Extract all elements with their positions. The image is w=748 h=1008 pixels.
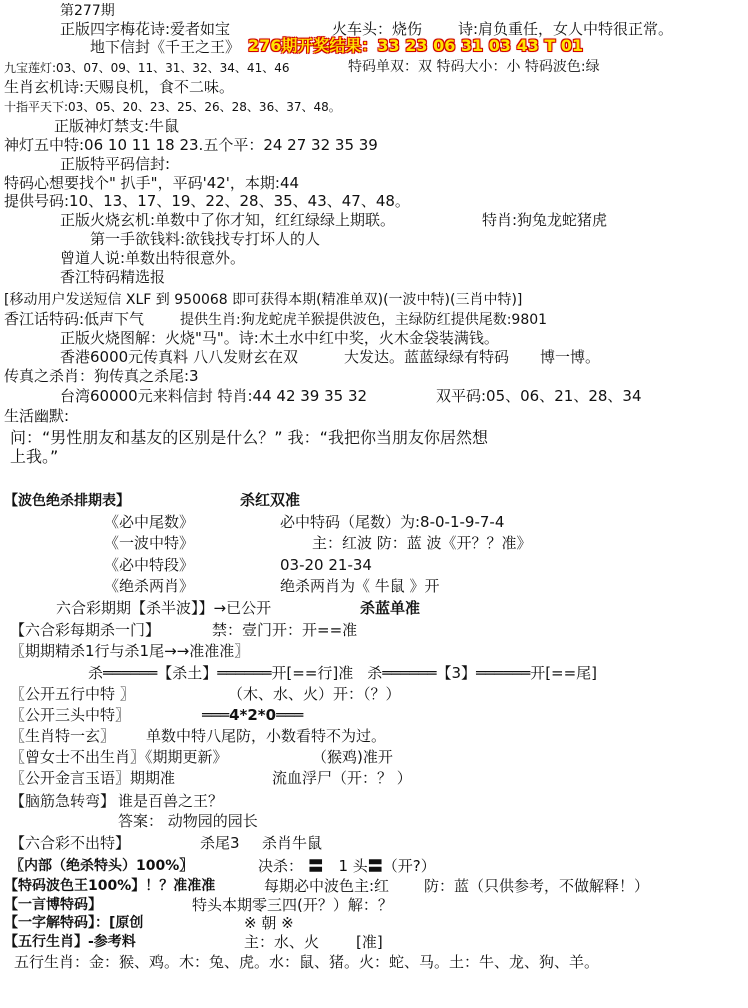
one-word-value: 特头本期零三四(开？）解：？: [192, 896, 393, 914]
joke-line-2: 上我。”: [10, 447, 59, 466]
five-element-label: 〖公开五行中特 〗: [10, 685, 135, 703]
head-open: （开?）: [382, 857, 436, 875]
internal-kill-label: 〖内部（绝杀特头）100%〗: [10, 858, 194, 874]
special-zodiac: 特肖:狗兔龙蛇猪虎: [482, 211, 608, 229]
kill-two-zodiac-label: 《绝杀两肖》: [104, 577, 195, 595]
draw-result-banner: 276期开奖结果：33 23 06 31 03 43 T 01: [248, 36, 584, 55]
no-special-label: 【六合彩不出特】: [10, 834, 131, 852]
one-char-value: ※ 朝 ※: [244, 914, 294, 932]
kill-label-1: 杀: [88, 664, 104, 682]
humor-title: 生活幽默:: [4, 407, 70, 425]
kill-zodiac-ox-rat: 杀肖牛鼠: [262, 834, 323, 852]
five-element-zodiac-list: 五行生肖：金：猴、鸡。木：兔、虎。水：鼠、猪。火：蛇、马。土：牛、龙、狗、羊。: [14, 953, 600, 971]
kill-one-door-label: 【六合彩每期杀一门】: [10, 621, 161, 639]
color-king-label: 【特码波色王100%】！？准准准: [4, 878, 216, 894]
flat-code-envelope: 正版特平码信封:: [60, 155, 171, 173]
train-head: 火车头：烧伤: [332, 20, 423, 38]
taoist-saying: 曾道人说:单数出特很意外。: [60, 249, 246, 267]
fire-diagram: 正版火烧图解：火烧"马"。诗:木土水中红中奖，火木金袋装满钱。: [60, 329, 499, 347]
special-code-riddle: 特码心想要找个" 扒手"，平码'42'，本期:44: [4, 174, 300, 192]
ms-zeng-value: （猴鸡)准开: [312, 748, 393, 766]
first-hand-material: 第一手欲钱料:欲钱找专打坏人的人: [90, 230, 321, 248]
heavy-rule-right: ═══: [276, 706, 304, 724]
open-tail: 开[==尾]: [530, 664, 598, 682]
fire-mystery: 正版火烧玄机:单数中了你才知，红红绿绿上期联。: [60, 211, 396, 229]
one-wave-value: 主：红波 防：蓝 波《开？？准》: [312, 534, 532, 552]
issue-number: 第277期: [60, 3, 115, 19]
kill-red-double: 杀红双准: [240, 491, 301, 509]
five-element-zodiac-label: 【五行生肖】-参考料: [4, 934, 136, 950]
golden-words-label: 〖公开金言玉语〗期期准: [10, 769, 176, 787]
double-rule-3: ══════: [382, 664, 437, 682]
three-head-label: 〖公开三头中特〗: [10, 706, 131, 724]
kill-one-door-value: 禁：壹门开：开==准: [212, 621, 358, 639]
color-king-main: 每期必中波色主:红: [264, 877, 390, 895]
hk-fax-text: 大发达。蓝蓝绿绿有特码: [344, 348, 510, 366]
kill-element-tail: 〖期期精杀1行与杀1尾→→准准准〗: [10, 642, 250, 660]
ten-finger-numbers: 十指平天下:03、05、20、23、25、26、28、36、37、48。: [4, 100, 341, 114]
three-head-value: [202, 706, 303, 724]
provided-zodiac-color: 提供生肖:狗龙蛇虎羊猴提供波色，主绿防红提供尾数:9801: [180, 312, 548, 328]
fax-kill: 传真之杀肖：狗传真之杀尾:3: [4, 367, 199, 385]
lotus-lamp-numbers: 九宝莲灯:03、07、09、11、31、32、34、41、46: [4, 61, 290, 75]
hk-fax-bet: 博一博。: [540, 348, 601, 366]
kill-row: [88, 664, 597, 682]
kill-label-2: 杀: [367, 664, 383, 682]
sms-promo: [移动用户发送短信 XLF 到 950068 即可获得本期(精准单双)(一波中特)(三肖中特)]: [4, 292, 523, 308]
lamp-ban: 正版神灯禁支:牛鼠: [54, 117, 180, 135]
five-element-value: （木、水、火）开：（？）: [228, 685, 401, 703]
double-rule-2: ══════: [217, 664, 272, 682]
double-rule-1: ══════: [103, 664, 158, 682]
brain-teaser-answer: 答案： 动物园的园长: [118, 812, 258, 830]
heavy-bar-right: 〓: [367, 857, 383, 875]
hongkong-report-title: 香江特码精选报: [60, 268, 166, 286]
heavy-rule-left: ═══: [202, 706, 230, 724]
one-word-label: 【一言博特码】: [4, 897, 102, 913]
poem-line: 诗:肩负重任，女人中特很正常。: [458, 20, 674, 38]
segment-label: 《必中特段》: [104, 556, 195, 574]
internal-kill-value: [258, 857, 436, 875]
ms-zeng-label: 〖曾女士不出生肖〗《期期更新》: [10, 748, 228, 766]
tail-number-value: 必中特码（尾数）为:8-0-1-9-7-4: [280, 513, 505, 531]
color-kill-table-title: 【波色绝杀排期表】: [4, 493, 130, 509]
kill-two-zodiac-value: 绝杀两肖为《 牛鼠 》开: [280, 577, 440, 595]
zodiac-mystery-label: 〖生肖特一玄〗: [10, 727, 116, 745]
joke-line-1: 问：“男性朋友和基友的区别是什么？” 我：“我把你当朋友你居然想: [10, 428, 488, 447]
taiwan-envelope: 台湾60000元来料信封 特肖:44 42 39 35 32: [60, 387, 368, 405]
open-element: 开[==行]准: [271, 664, 354, 682]
color-king-guard: 防：蓝（只供参考，不做解释！）: [424, 877, 650, 895]
zodiac-poem: 生肖玄机诗:天赐良机，食不二味。: [4, 78, 235, 96]
brain-teaser-label: 【脑筋急转弯】: [10, 792, 116, 810]
underground-envelope: 地下信封《千王之王》: [90, 38, 241, 56]
kill-tail-three: 杀尾3: [200, 834, 240, 852]
hk-fax-material: 香港6000元传真料 八八发财玄在双: [60, 348, 298, 366]
kill-earth: 【杀土】: [157, 664, 218, 682]
kill-three: 【3】: [436, 664, 476, 682]
heavy-bar-left: 〓: [303, 857, 329, 875]
three-head-digits: 4*2*0: [229, 706, 277, 724]
kill-blue-single: 杀蓝单准: [360, 599, 421, 617]
special-code-attributes: 特码单双：双 特码大小：小 特码波色:绿: [348, 59, 600, 75]
five-element-zodiac-accurate: [准]: [356, 933, 383, 951]
tail-number-label: 《必中尾数》: [104, 513, 195, 531]
one-wave-label: 《一波中特》: [104, 534, 195, 552]
one-char-label: 【一字解特码】：[原创: [4, 915, 144, 931]
lamp-five-special: 神灯五中特:06 10 11 18 23.五个平：24 27 32 35 39: [4, 136, 378, 154]
double-rule-4: ══════: [476, 664, 531, 682]
kill-half-wave: 六合彩期期【杀半波】】→已公开: [56, 599, 272, 617]
plum-poem: 正版四字梅花诗:爱者如宝: [60, 20, 231, 38]
hongkong-talk: 香江话特码:低声下气: [4, 310, 145, 328]
zodiac-mystery-value: 单数中特八尾防，小数看特不为过。: [146, 727, 387, 745]
double-flat-code: 双平码:05、06、21、28、34: [436, 387, 642, 405]
five-element-zodiac-main: 主：水、火: [244, 933, 320, 951]
decisive-kill: 决杀：: [258, 857, 304, 875]
golden-words-value: 流血浮尸（开：？ ）: [272, 769, 412, 787]
provided-numbers: 提供号码:10、13、17、19、22、28、35、43、47、48。: [4, 192, 410, 210]
brain-teaser-question: 谁是百兽之王？: [118, 792, 224, 810]
segment-value: 03-20 21-34: [280, 556, 372, 574]
head-one: 1 头: [338, 857, 368, 875]
